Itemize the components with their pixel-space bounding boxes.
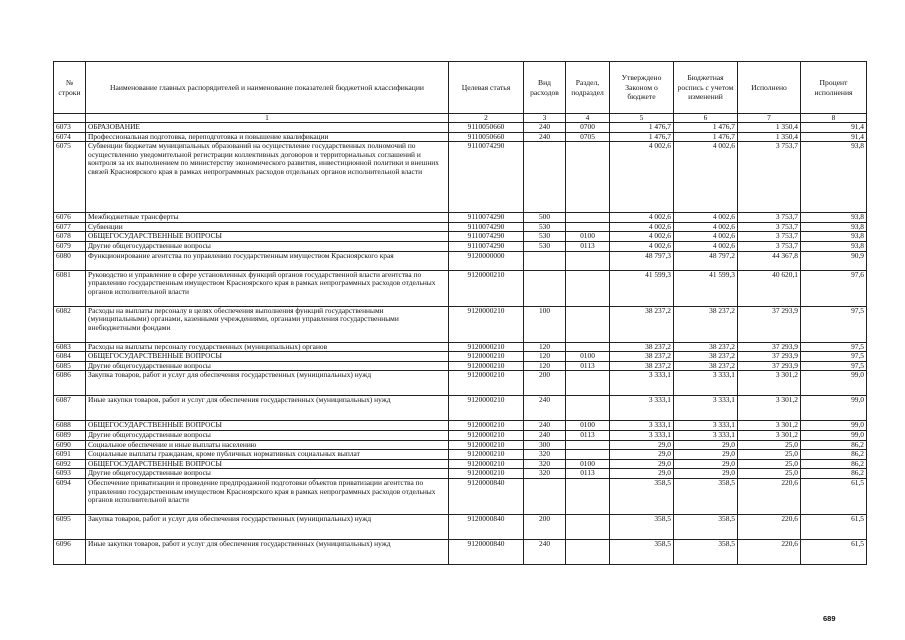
- row-number-cell: 6079: [54, 241, 86, 251]
- budget-list-cell: 4 002,6: [674, 213, 738, 223]
- budget-list-cell: 3 333,1: [674, 421, 738, 431]
- budget-list-cell: 4 002,6: [674, 222, 738, 232]
- target-code-cell: 9120000210: [449, 342, 524, 352]
- percent-cell: 61,5: [801, 514, 867, 539]
- table-row: [54, 396, 867, 421]
- name-cell: ОБЩЕГОСУДАРСТВЕННЫЕ ВОПРОСЫ: [86, 232, 449, 242]
- name-cell: Иные закупки товаров, работ и услуг для обеспечения государственных (муниципальных) нужд: [86, 539, 449, 564]
- table-body: [54, 123, 867, 565]
- executed-cell: 37 293,9: [738, 352, 801, 362]
- header-row-number: № строки: [54, 62, 86, 114]
- header-executed: Исполнено: [738, 62, 801, 114]
- name-cell: ОБРАЗОВАНИЕ: [86, 123, 449, 133]
- row-number-cell: 6096: [54, 539, 86, 564]
- row-number-cell: 6095: [54, 514, 86, 539]
- section-cell: [566, 371, 610, 396]
- budget-execution-table: [53, 61, 867, 565]
- column-number: [54, 114, 86, 123]
- table-row: [54, 430, 867, 440]
- column-number: 8: [801, 114, 867, 123]
- approved-cell: 4 002,6: [610, 232, 674, 242]
- budget-list-cell: 1 476,7: [674, 123, 738, 133]
- expense-type-cell: 320: [524, 450, 566, 460]
- column-number: 7: [738, 114, 801, 123]
- column-number-row: [54, 114, 867, 123]
- expense-type-cell: [524, 251, 566, 270]
- approved-cell: 4 002,6: [610, 142, 674, 213]
- header-target-code: Целевая статья: [449, 62, 524, 114]
- name-cell: Обеспечение приватизации и проведение предпродажной подготовки объектов приватизации агентства по управлению государственным имуществом Красноярского края в рамках непрограммных расходов отдельных органов исполнительной власти: [86, 478, 449, 514]
- target-code-cell: 9120000210: [449, 469, 524, 479]
- expense-type-cell: [524, 270, 566, 306]
- target-code-cell: 9110050660: [449, 132, 524, 142]
- percent-cell: 86,2: [801, 469, 867, 479]
- approved-cell: 3 333,1: [610, 430, 674, 440]
- page-number: 689: [823, 614, 836, 623]
- header-budget-list: Бюджетная роспись с учетом изменений: [674, 62, 738, 114]
- name-cell: Другие общегосударственные вопросы: [86, 469, 449, 479]
- row-number-cell: 6074: [54, 132, 86, 142]
- table-row: [54, 478, 867, 514]
- approved-cell: 3 333,1: [610, 421, 674, 431]
- budget-list-cell: 38 237,2: [674, 352, 738, 362]
- name-cell: ОБЩЕГОСУДАРСТВЕННЫЕ ВОПРОСЫ: [86, 352, 449, 362]
- name-cell: Руководство и управление в сфере установленных функций органов государственной власти агентства по управлению государственным имуществом Красноярского края в рамках непрограммных расходов отдельных органов исполнительной власти: [86, 270, 449, 306]
- target-code-cell: 9120000840: [449, 514, 524, 539]
- executed-cell: 37 293,9: [738, 342, 801, 352]
- section-cell: [566, 251, 610, 270]
- header-section: Раздел, подраздел: [566, 62, 610, 114]
- section-cell: [566, 142, 610, 213]
- budget-list-cell: 1 476,7: [674, 132, 738, 142]
- percent-cell: 97,6: [801, 270, 867, 306]
- section-cell: 0100: [566, 421, 610, 431]
- target-code-cell: 9120000210: [449, 371, 524, 396]
- executed-cell: 44 367,8: [738, 251, 801, 270]
- table-row: [54, 539, 867, 564]
- expense-type-cell: 530: [524, 241, 566, 251]
- target-code-cell: 9120000210: [449, 450, 524, 460]
- executed-cell: 37 293,9: [738, 361, 801, 371]
- row-number-cell: 6078: [54, 232, 86, 242]
- expense-type-cell: 240: [524, 430, 566, 440]
- name-cell: Иные закупки товаров, работ и услуг для обеспечения государственных (муниципальных) нужд: [86, 396, 449, 421]
- row-number-cell: 6088: [54, 421, 86, 431]
- expense-type-cell: [524, 142, 566, 213]
- percent-cell: 93,8: [801, 241, 867, 251]
- name-cell: Субвенции бюджетам муниципальных образований на осуществление государственных полномочий по осуществлению уведомительной регистрации коллективных договоров и территориальных соглашений и контроля за их выполнением по министерству экономического развития, инвестиционной политики и внешних связей Красноярского края в рамках непрограммных расходов отдельных органов исполнительной власти: [86, 142, 449, 213]
- approved-cell: 358,5: [610, 539, 674, 564]
- name-cell: Расходы на выплаты персоналу государственных (муниципальных) органов: [86, 342, 449, 352]
- target-code-cell: 9120000210: [449, 352, 524, 362]
- approved-cell: 358,5: [610, 514, 674, 539]
- executed-cell: 3 301,2: [738, 421, 801, 431]
- name-cell: Профессиональная подготовка, переподготовка и повышение квалификации: [86, 132, 449, 142]
- budget-list-cell: 3 333,1: [674, 371, 738, 396]
- budget-list-cell: 4 002,6: [674, 232, 738, 242]
- approved-cell: 3 333,1: [610, 396, 674, 421]
- target-code-cell: 9110050660: [449, 123, 524, 133]
- target-code-cell: 9120000210: [449, 270, 524, 306]
- expense-type-cell: 120: [524, 342, 566, 352]
- target-code-cell: 9110074290: [449, 232, 524, 242]
- budget-list-cell: 38 237,2: [674, 306, 738, 342]
- table-row: [54, 352, 867, 362]
- section-cell: [566, 270, 610, 306]
- percent-cell: 97,5: [801, 306, 867, 342]
- table-row: [54, 440, 867, 450]
- section-cell: 0113: [566, 430, 610, 440]
- name-cell: Социальное обеспечение и иные выплаты населению: [86, 440, 449, 450]
- table-row: [54, 251, 867, 270]
- executed-cell: 3 753,7: [738, 222, 801, 232]
- header-percent: Процент исполнения: [801, 62, 867, 114]
- table-row: [54, 232, 867, 242]
- row-number-cell: 6082: [54, 306, 86, 342]
- column-number: 5: [610, 114, 674, 123]
- approved-cell: 38 237,2: [610, 361, 674, 371]
- approved-cell: 38 237,2: [610, 306, 674, 342]
- executed-cell: 220,6: [738, 514, 801, 539]
- budget-list-cell: 4 002,6: [674, 241, 738, 251]
- percent-cell: 99,0: [801, 430, 867, 440]
- section-cell: [566, 440, 610, 450]
- section-cell: [566, 342, 610, 352]
- row-number-cell: 6075: [54, 142, 86, 213]
- percent-cell: 93,8: [801, 232, 867, 242]
- table-row: [54, 361, 867, 371]
- target-code-cell: 9110074290: [449, 142, 524, 213]
- name-cell: Закупка товаров, работ и услуг для обеспечения государственных (муниципальных) нужд: [86, 514, 449, 539]
- name-cell: Функционирование агентства по управлению государственным имуществом Красноярского края: [86, 251, 449, 270]
- row-number-cell: 6073: [54, 123, 86, 133]
- table-row: [54, 123, 867, 133]
- percent-cell: 61,5: [801, 478, 867, 514]
- table-header-row: [54, 62, 867, 114]
- target-code-cell: 9110074290: [449, 222, 524, 232]
- budget-list-cell: 29,0: [674, 469, 738, 479]
- executed-cell: 1 350,4: [738, 132, 801, 142]
- expense-type-cell: 240: [524, 123, 566, 133]
- expense-type-cell: 300: [524, 440, 566, 450]
- budget-list-cell: 41 599,3: [674, 270, 738, 306]
- section-cell: 0100: [566, 232, 610, 242]
- budget-list-cell: 358,5: [674, 514, 738, 539]
- section-cell: 0700: [566, 123, 610, 133]
- budget-list-cell: 3 333,1: [674, 396, 738, 421]
- percent-cell: 91,4: [801, 123, 867, 133]
- name-cell: Другие общегосударственные вопросы: [86, 241, 449, 251]
- approved-cell: 29,0: [610, 440, 674, 450]
- section-cell: 0113: [566, 241, 610, 251]
- percent-cell: 99,0: [801, 396, 867, 421]
- name-cell: ОБЩЕГОСУДАРСТВЕННЫЕ ВОПРОСЫ: [86, 459, 449, 469]
- section-cell: 0100: [566, 459, 610, 469]
- table-row: [54, 222, 867, 232]
- executed-cell: 37 293,9: [738, 306, 801, 342]
- name-cell: ОБЩЕГОСУДАРСТВЕННЫЕ ВОПРОСЫ: [86, 421, 449, 431]
- column-number: 3: [524, 114, 566, 123]
- expense-type-cell: 200: [524, 371, 566, 396]
- percent-cell: 93,8: [801, 142, 867, 213]
- approved-cell: 1 476,7: [610, 123, 674, 133]
- budget-list-cell: 38 237,2: [674, 342, 738, 352]
- expense-type-cell: 100: [524, 306, 566, 342]
- executed-cell: 3 753,7: [738, 213, 801, 223]
- expense-type-cell: 240: [524, 539, 566, 564]
- executed-cell: 3 753,7: [738, 232, 801, 242]
- section-cell: [566, 396, 610, 421]
- section-cell: [566, 306, 610, 342]
- row-number-cell: 6087: [54, 396, 86, 421]
- approved-cell: 4 002,6: [610, 222, 674, 232]
- name-cell: Другие общегосударственные вопросы: [86, 430, 449, 440]
- expense-type-cell: 530: [524, 222, 566, 232]
- percent-cell: 86,2: [801, 450, 867, 460]
- column-number: 2: [449, 114, 524, 123]
- executed-cell: 3 753,7: [738, 241, 801, 251]
- table-row: [54, 142, 867, 213]
- section-cell: 0113: [566, 469, 610, 479]
- approved-cell: 38 237,2: [610, 342, 674, 352]
- table-row: [54, 450, 867, 460]
- target-code-cell: 9120000210: [449, 306, 524, 342]
- table-row: [54, 421, 867, 431]
- table-row: [54, 270, 867, 306]
- approved-cell: 4 002,6: [610, 213, 674, 223]
- expense-type-cell: 120: [524, 352, 566, 362]
- percent-cell: 97,5: [801, 342, 867, 352]
- budget-list-cell: 29,0: [674, 450, 738, 460]
- section-cell: [566, 539, 610, 564]
- section-cell: [566, 478, 610, 514]
- target-code-cell: 9110074290: [449, 241, 524, 251]
- target-code-cell: 9120000210: [449, 421, 524, 431]
- approved-cell: 29,0: [610, 459, 674, 469]
- expense-type-cell: 200: [524, 514, 566, 539]
- row-number-cell: 6081: [54, 270, 86, 306]
- percent-cell: 86,2: [801, 440, 867, 450]
- budget-list-cell: 358,5: [674, 539, 738, 564]
- row-number-cell: 6089: [54, 430, 86, 440]
- row-number-cell: 6083: [54, 342, 86, 352]
- table-row: [54, 371, 867, 396]
- executed-cell: 3 301,2: [738, 396, 801, 421]
- executed-cell: 220,6: [738, 478, 801, 514]
- column-number: 1: [86, 114, 449, 123]
- section-cell: [566, 450, 610, 460]
- executed-cell: 25,0: [738, 450, 801, 460]
- expense-type-cell: 240: [524, 421, 566, 431]
- row-number-cell: 6080: [54, 251, 86, 270]
- row-number-cell: 6086: [54, 371, 86, 396]
- executed-cell: 40 620,1: [738, 270, 801, 306]
- expense-type-cell: 320: [524, 469, 566, 479]
- executed-cell: 220,6: [738, 539, 801, 564]
- budget-list-cell: 3 333,1: [674, 430, 738, 440]
- target-code-cell: 9120000840: [449, 539, 524, 564]
- target-code-cell: 9110074290: [449, 213, 524, 223]
- expense-type-cell: 240: [524, 396, 566, 421]
- budget-list-cell: 29,0: [674, 440, 738, 450]
- table-row: [54, 469, 867, 479]
- approved-cell: 29,0: [610, 450, 674, 460]
- percent-cell: 93,8: [801, 213, 867, 223]
- section-cell: [566, 514, 610, 539]
- table-row: [54, 241, 867, 251]
- table-row: [54, 132, 867, 142]
- budget-list-cell: 29,0: [674, 459, 738, 469]
- expense-type-cell: 500: [524, 213, 566, 223]
- target-code-cell: 9120000840: [449, 478, 524, 514]
- approved-cell: 41 599,3: [610, 270, 674, 306]
- row-number-cell: 6085: [54, 361, 86, 371]
- header-approved: Утверждено Законом о бюджете: [610, 62, 674, 114]
- row-number-cell: 6092: [54, 459, 86, 469]
- percent-cell: 97,5: [801, 352, 867, 362]
- percent-cell: 93,8: [801, 222, 867, 232]
- table-row: [54, 342, 867, 352]
- row-number-cell: 6076: [54, 213, 86, 223]
- name-cell: Другие общегосударственные вопросы: [86, 361, 449, 371]
- name-cell: Закупка товаров, работ и услуг для обеспечения государственных (муниципальных) нужд: [86, 371, 449, 396]
- percent-cell: 99,0: [801, 421, 867, 431]
- percent-cell: 99,0: [801, 371, 867, 396]
- approved-cell: 38 237,2: [610, 352, 674, 362]
- column-number: 4: [566, 114, 610, 123]
- executed-cell: 25,0: [738, 469, 801, 479]
- section-cell: [566, 213, 610, 223]
- percent-cell: 91,4: [801, 132, 867, 142]
- name-cell: Социальные выплаты гражданам, кроме публичных нормативных социальных выплат: [86, 450, 449, 460]
- header-name: Наименование главных распорядителей и наименование показателей бюджетной классификации: [86, 62, 449, 114]
- target-code-cell: 9120000210: [449, 396, 524, 421]
- approved-cell: 48 797,3: [610, 251, 674, 270]
- executed-cell: 3 753,7: [738, 142, 801, 213]
- executed-cell: 3 301,2: [738, 371, 801, 396]
- row-number-cell: 6090: [54, 440, 86, 450]
- percent-cell: 61,5: [801, 539, 867, 564]
- approved-cell: 358,5: [610, 478, 674, 514]
- executed-cell: 25,0: [738, 459, 801, 469]
- approved-cell: 1 476,7: [610, 132, 674, 142]
- approved-cell: 4 002,6: [610, 241, 674, 251]
- percent-cell: 97,5: [801, 361, 867, 371]
- budget-list-cell: 38 237,2: [674, 361, 738, 371]
- table-row: [54, 213, 867, 223]
- row-number-cell: 6093: [54, 469, 86, 479]
- target-code-cell: 9120000210: [449, 459, 524, 469]
- row-number-cell: 6091: [54, 450, 86, 460]
- budget-list-cell: 358,5: [674, 478, 738, 514]
- target-code-cell: 9120000210: [449, 430, 524, 440]
- budget-list-cell: 48 797,2: [674, 251, 738, 270]
- expense-type-cell: 530: [524, 232, 566, 242]
- column-number: 6: [674, 114, 738, 123]
- section-cell: 0113: [566, 361, 610, 371]
- approved-cell: 3 333,1: [610, 371, 674, 396]
- target-code-cell: 9120000000: [449, 251, 524, 270]
- name-cell: Субвенции: [86, 222, 449, 232]
- table-row: [54, 459, 867, 469]
- target-code-cell: 9120000210: [449, 361, 524, 371]
- expense-type-cell: 320: [524, 459, 566, 469]
- row-number-cell: 6077: [54, 222, 86, 232]
- executed-cell: 25,0: [738, 440, 801, 450]
- name-cell: Межбюджетные трансферты: [86, 213, 449, 223]
- section-cell: 0100: [566, 352, 610, 362]
- expense-type-cell: [524, 478, 566, 514]
- row-number-cell: 6084: [54, 352, 86, 362]
- percent-cell: 86,2: [801, 459, 867, 469]
- name-cell: Расходы на выплаты персоналу в целях обеспечения выполнения функций государственными (муниципальными) органами, казенными учреждениями, органами управления государственными внебюджетными фондами: [86, 306, 449, 342]
- row-number-cell: 6094: [54, 478, 86, 514]
- expense-type-cell: 120: [524, 361, 566, 371]
- table-row: [54, 306, 867, 342]
- percent-cell: 90,9: [801, 251, 867, 270]
- table-row: [54, 514, 867, 539]
- executed-cell: 1 350,4: [738, 123, 801, 133]
- target-code-cell: 9120000210: [449, 440, 524, 450]
- approved-cell: 29,0: [610, 469, 674, 479]
- expense-type-cell: 240: [524, 132, 566, 142]
- executed-cell: 3 301,2: [738, 430, 801, 440]
- section-cell: [566, 222, 610, 232]
- section-cell: 0705: [566, 132, 610, 142]
- header-expense-type: Вид расходов: [524, 62, 566, 114]
- budget-list-cell: 4 002,6: [674, 142, 738, 213]
